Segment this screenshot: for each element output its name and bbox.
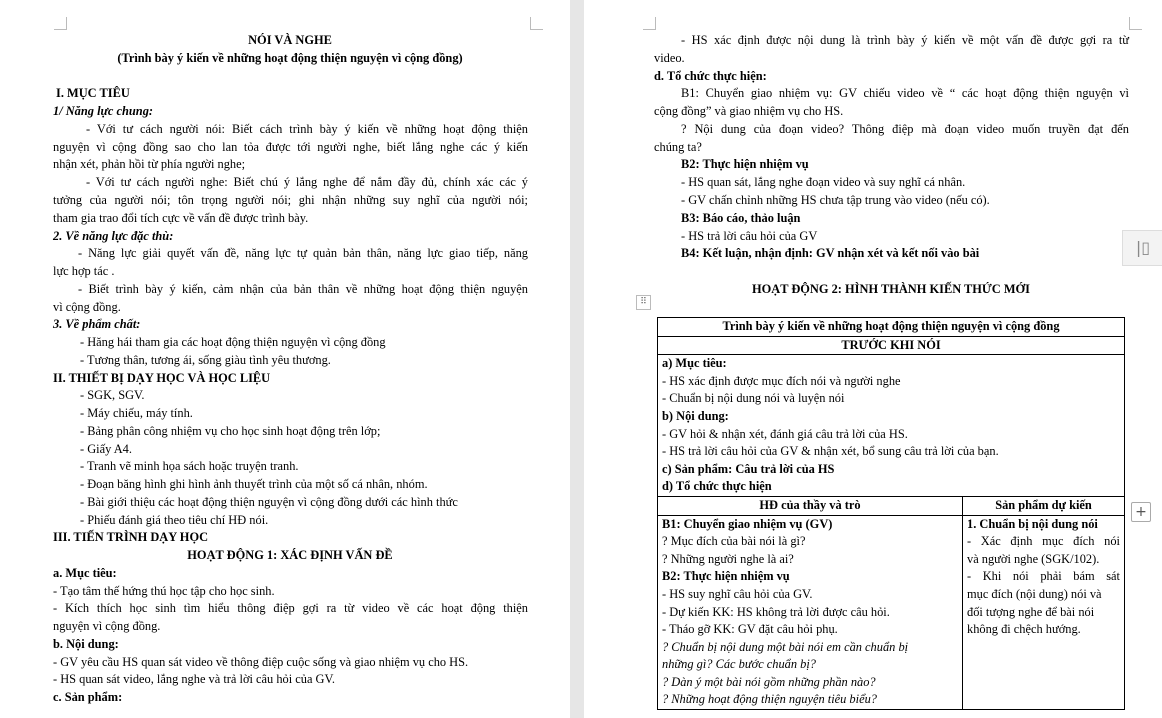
subsection-heading: a. Mục tiêu: [53, 566, 117, 580]
activity-table [657, 317, 1125, 710]
table-cell-products [963, 515, 1125, 710]
table-intro-line: - HS trả lời câu hỏi của GV & nhận xét, bổ sung câu trả lời của bạn. [662, 444, 999, 459]
list-item: - Máy chiếu, máy tính. [80, 406, 193, 420]
table-intro [658, 355, 1125, 497]
table-cell-line: 1. Chuẩn bị nội dung nói [967, 516, 1098, 531]
body-text: B1: Chuyển giao nhiệm vụ: GV chiếu video về “ các hoạt động thiện nguyện vì [681, 86, 1129, 100]
table-cell-line: ? Những người nghe là ai? [662, 551, 794, 566]
table-cell-line: B2: Thực hiện nhiệm vụ [662, 569, 790, 584]
step-heading: B3: Báo cáo, thảo luận [681, 211, 801, 225]
table-cell-line: ? Chuẩn bị nội dung một bài nói em cần chuẩn bị [662, 639, 909, 654]
table-section: TRƯỚC KHI NÓI [658, 336, 1125, 355]
table-cell-activities [658, 515, 963, 710]
body-text: - Với tư cách người nói: Biết cách trình bày ý kiến về những hoạt động thiện [86, 122, 528, 136]
table-cell-line: - Dự kiến KK: HS không trả lời được câu hỏi. [662, 604, 890, 619]
body-text: nguyện vì cộng đồng sao cho lan tỏa được tới người nghe, biết lắng nghe các ý kiến [53, 140, 528, 154]
table-cell-line: - Khi nói phải bám sát [967, 569, 1120, 584]
body-text: tham gia trao đổi tích cực về vấn đề được trình bày. [53, 211, 309, 225]
step-heading: B4: Kết luận, nhận định: GV nhận xét và kết nối vào bài [681, 246, 980, 260]
subsection-heading: d. Tổ chức thực hiện: [654, 69, 767, 83]
list-item: - SGK, SGV. [80, 388, 145, 402]
body-text: vì cộng đồng. [53, 300, 121, 314]
activity-heading: HOẠT ĐỘNG 2: HÌNH THÀNH KIẾN THỨC MỚI [751, 282, 1030, 296]
table-intro-line: b) Nội dung: [662, 408, 729, 423]
crop-mark [643, 17, 656, 30]
crop-mark [530, 17, 543, 30]
body-text: - HS quan sát, lắng nghe đoạn video và suy nghĩ cá nhân. [681, 175, 966, 189]
body-text: - Năng lực giải quyết vấn đề, năng lực tự quản bản thân, năng lực giao tiếp, năng [78, 246, 528, 260]
crop-mark [54, 17, 67, 30]
body-text: - Tạo tâm thế hứng thú học tập cho học sinh. [53, 584, 275, 598]
table-column-header: HĐ của thầy và trò [658, 496, 963, 515]
table-cell-line: B1: Chuyển giao nhiệm vụ (GV) [662, 516, 833, 531]
crop-mark [1129, 17, 1142, 30]
body-text: - GV chấn chỉnh những HS chưa tập trung vào video (nếu có). [681, 193, 990, 207]
table-cell-line: - Xác định mục đích nói [967, 534, 1120, 549]
table-cell-line: đối tượng nghe để bài nói [967, 604, 1095, 619]
page-subtitle: (Trình bày ý kiến về những hoạt động thiện nguyện vì cộng đồng) [117, 51, 463, 65]
subsection-heading: 2. Về năng lực đặc thù: [53, 229, 174, 243]
table-cell-line: mục đích (nội dung) nói và [967, 586, 1102, 601]
body-text: - Hăng hái tham gia các hoạt động thiện nguyện vì cộng đồng [80, 335, 386, 349]
subsection-heading: 1/ Năng lực chung: [53, 104, 154, 118]
body-text: - HS trả lời câu hỏi của GV [681, 229, 818, 243]
table-cell-line: không đi chệch hướng. [967, 622, 1081, 637]
body-text: - HS quan sát video, lắng nghe và trả lời câu hỏi của GV. [53, 672, 335, 686]
subsection-heading: c. Sản phẩm: [53, 690, 123, 704]
step-heading: B2: Thực hiện nhiệm vụ [681, 157, 809, 171]
document-page-left [0, 0, 570, 718]
table-cell-line: - HS suy nghĩ câu hỏi của GV. [662, 586, 813, 601]
add-column-icon[interactable]: + [1131, 502, 1151, 522]
list-item: - Phiếu đánh giá theo tiêu chí HĐ nói. [80, 513, 269, 527]
table-cell-line: ? Dàn ý một bài nói gồm những phần nào? [662, 674, 876, 689]
table-cell-line: ? Những hoạt động thiện nguyện tiêu biểu? [662, 692, 877, 707]
table-cell-line: và người nghe (SGK/102). [967, 551, 1100, 566]
list-item: - Đoạn băng hình ghi hình ảnh thuyết trình của một số cá nhân, nhóm. [80, 477, 428, 491]
table-cell-line: ? Mục đích của bài nói là gì? [662, 534, 806, 549]
list-item: - Bài giới thiệu các hoạt động thiện nguyện vì cộng đồng dưới các hình thức [80, 495, 458, 509]
table-intro-line: - GV hỏi & nhận xét, đánh giá câu trả lời của HS. [662, 426, 908, 441]
body-text: - Biết trình bày ý kiến, cảm nhận của bản thân về những hoạt động thiện nguyện [78, 282, 528, 296]
table-title: Trình bày ý kiến về những hoạt động thiện nguyện vì cộng đồng [658, 318, 1125, 337]
list-item: - Giấy A4. [80, 442, 132, 456]
body-text: nhận xét, phản hồi từ phía người nghe; [53, 157, 246, 171]
body-text: ? Nội dung của đoạn video? Thông điệp mà đoạn video muốn truyền đạt đến [681, 122, 1129, 136]
table-intro-line: d) Tổ chức thực hiện [662, 479, 772, 494]
body-text: - HS xác định được nội dung là trình bày ý kiến về một vấn đề được gợi ra từ [681, 33, 1129, 47]
section-heading: II. THIẾT BỊ DẠY HỌC VÀ HỌC LIỆU [53, 371, 271, 385]
list-item: - Bảng phân công nhiệm vụ cho học sinh hoạt động trên lớp; [80, 424, 381, 438]
document-page-right [584, 0, 1162, 718]
body-text: cộng đồng” và giao nhiệm vụ cho HS. [654, 104, 844, 118]
body-text: chúng ta? [654, 140, 702, 154]
body-text: - Kích thích học sinh tìm hiểu thông điệp gợi ra từ video về các hoạt động thiện [53, 601, 528, 615]
body-text: video. [654, 51, 685, 65]
section-heading: I. MỤC TIÊU [56, 86, 130, 100]
list-item: - Tranh vẽ minh họa sách hoặc truyện tranh. [80, 459, 299, 473]
table-column-header: Sản phẩm dự kiến [963, 496, 1125, 515]
table-cell-line: - Tháo gỡ KK: GV đặt câu hỏi phụ. [662, 622, 838, 637]
table-intro-line: a) Mục tiêu: [662, 356, 727, 371]
activity-heading: HOẠT ĐỘNG 1: XÁC ĐỊNH VẤN ĐỀ [187, 548, 393, 562]
body-text: - GV yêu cầu HS quan sát video về thông điệp cuộc sống và giao nhiệm vụ cho HS. [53, 655, 469, 669]
page-title: NÓI VÀ NGHE [248, 33, 332, 47]
subsection-heading: 3. Về phẩm chất: [53, 317, 141, 331]
table-cell-line: những gì? Các bước chuẩn bị? [662, 657, 816, 672]
body-text: - Với tư cách người nghe: Biết chú ý lắng nghe để nắm đầy đủ, chính xác các ý [86, 175, 528, 189]
body-text: lực hợp tác . [53, 264, 115, 278]
body-text: tưởng của người nói; tôn trọng người nói; ghi nhận những suy nghĩ của người nói; [53, 193, 528, 207]
table-intro-line: c) Sản phẩm: Câu trả lời của HS [662, 461, 835, 476]
body-text: nguyện vì cộng đồng. [53, 619, 161, 633]
table-move-handle-icon[interactable]: ⠿ [636, 295, 651, 310]
table-intro-line: - HS xác định được mục đích nói và người nghe [662, 373, 901, 388]
section-heading: III. TIẾN TRÌNH DẠY HỌC [53, 530, 209, 544]
subsection-heading: b. Nội dung: [53, 637, 119, 651]
table-intro-line: - Chuẩn bị nội dung nói và luyện nói [662, 391, 845, 406]
body-text: - Tương thân, tương ái, sống giàu tình yêu thương. [80, 353, 331, 367]
side-panel-toggle-icon[interactable]: |▯ [1122, 230, 1162, 266]
